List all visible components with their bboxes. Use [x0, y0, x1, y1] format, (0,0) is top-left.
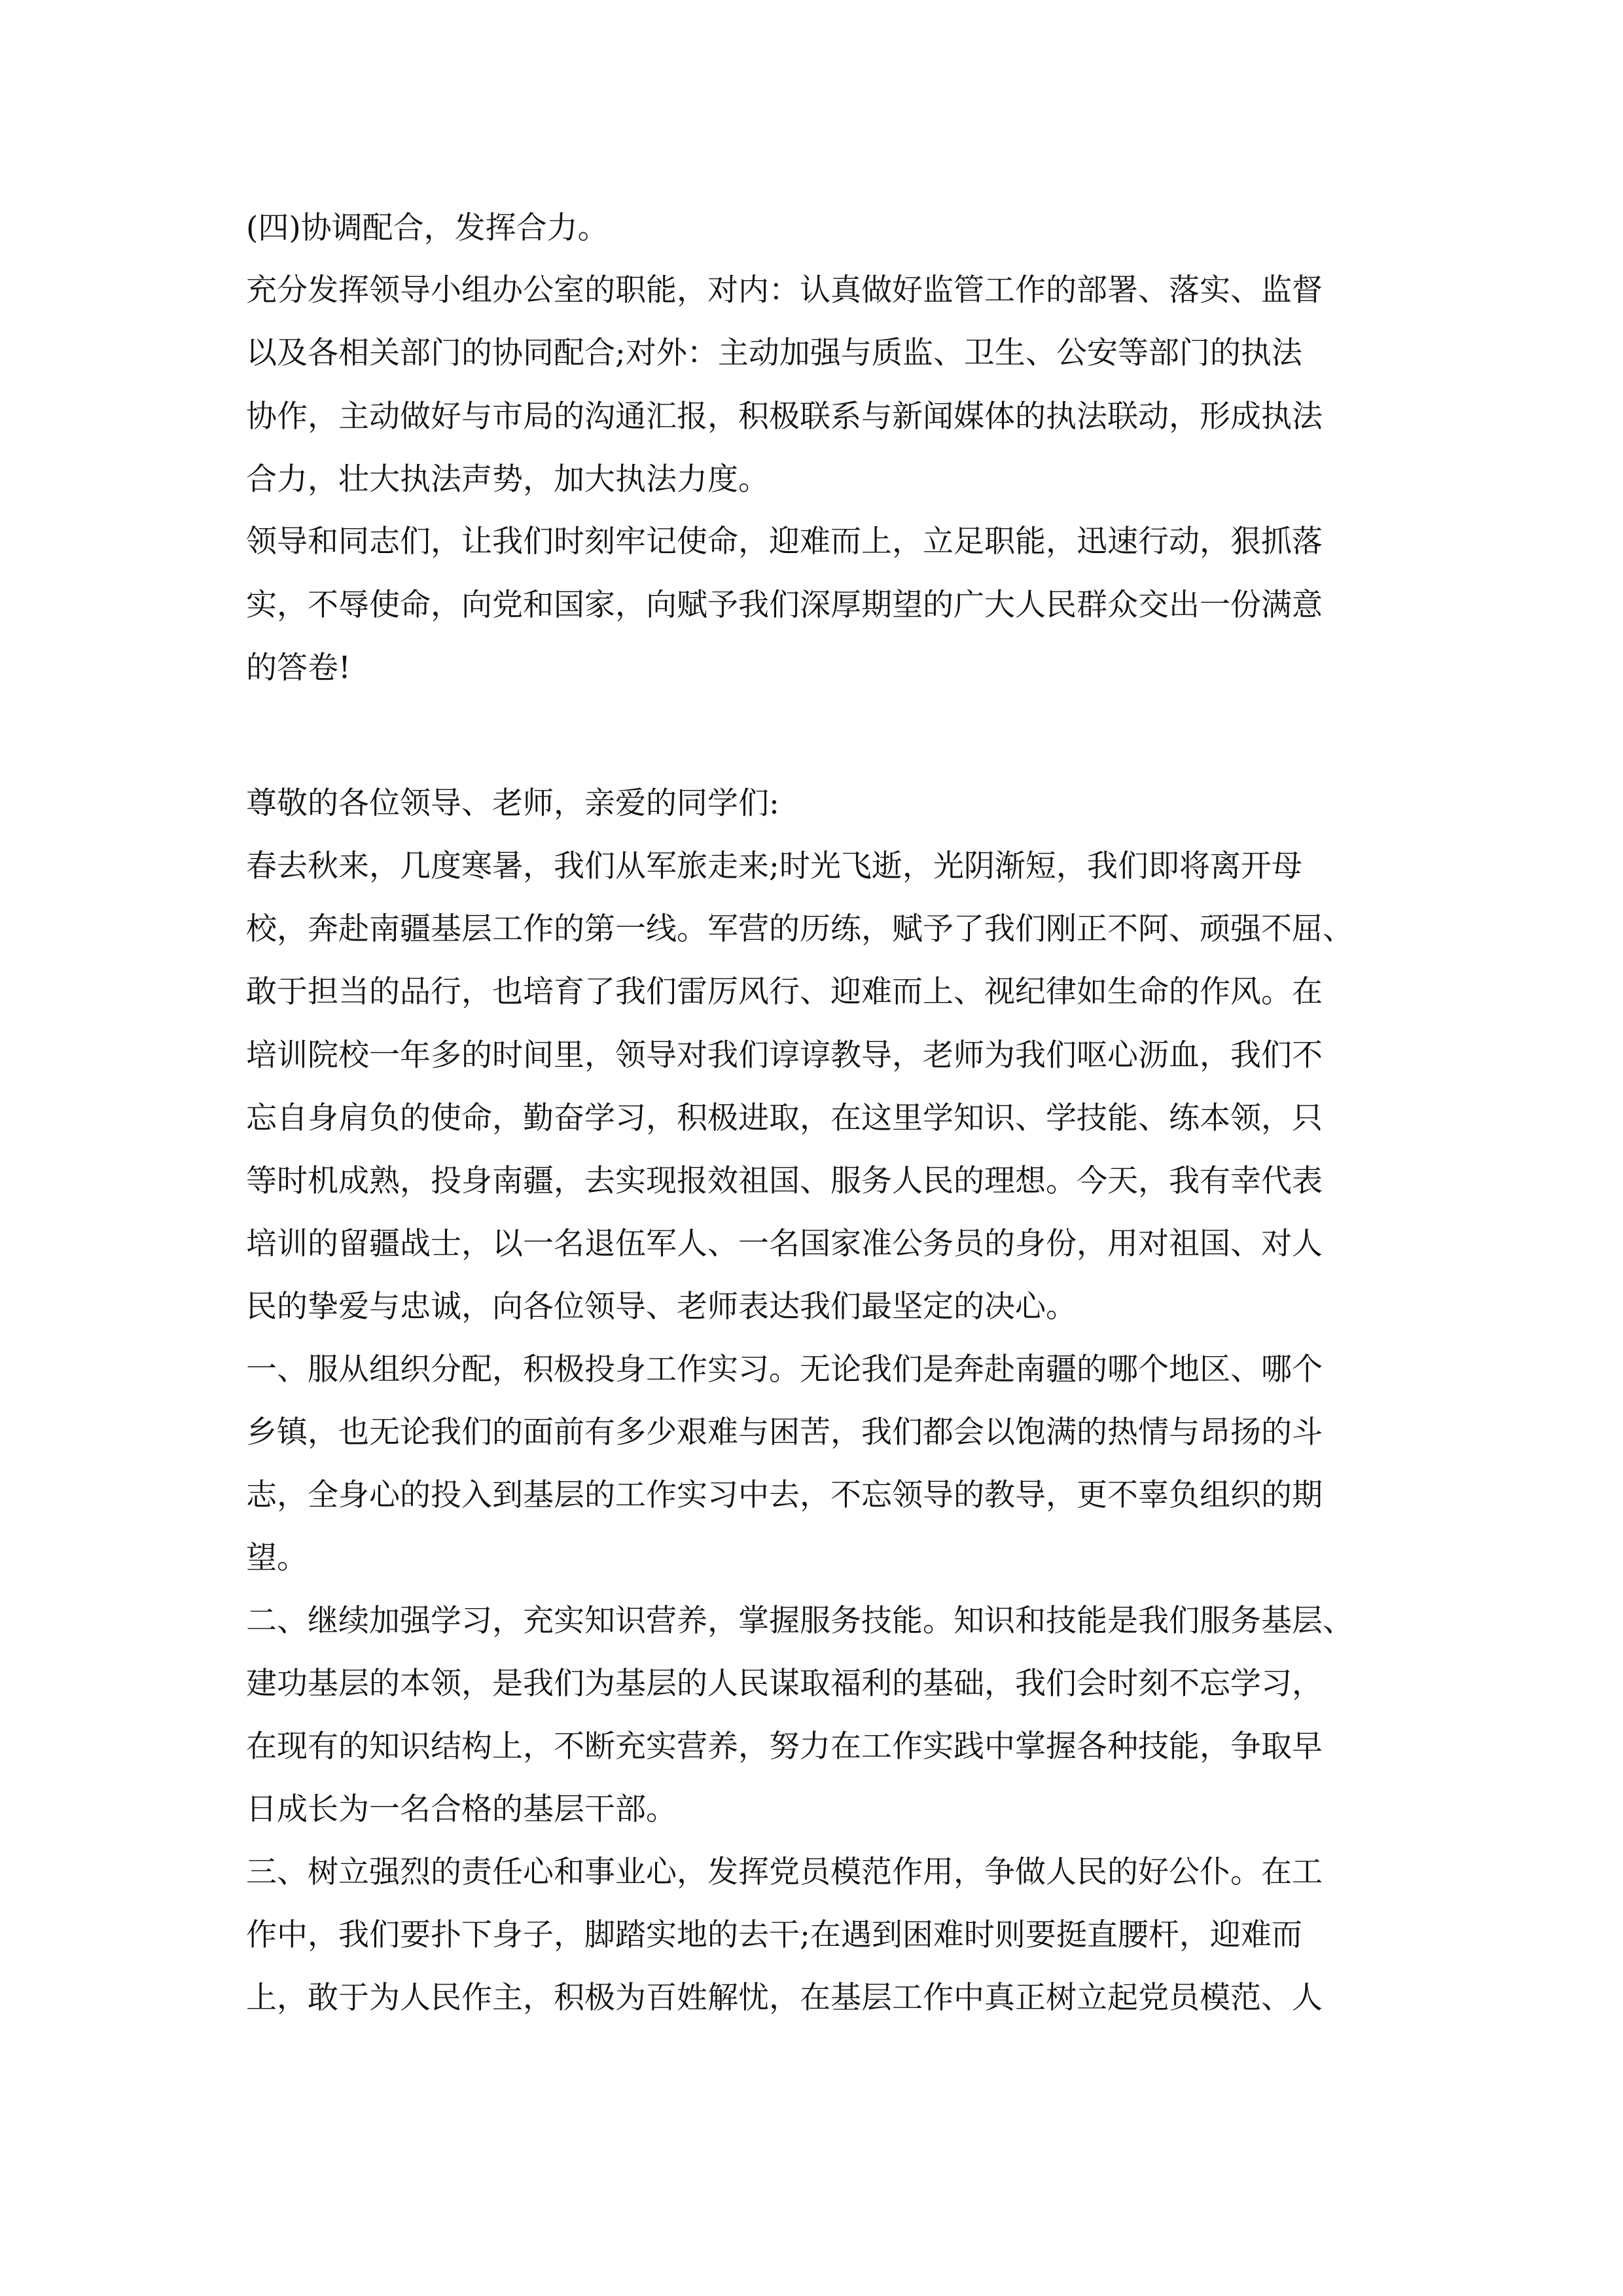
paragraph-line: 等时机成熟，投身南疆，去实现报效祖国、服务人民的理想。今天，我有幸代表 [246, 1163, 1323, 1199]
section-heading: (四)协调配合，发挥合力。 [246, 210, 609, 246]
paragraph-line: 培训的留疆战士，以一名退伍军人、一名国家准公务员的身份，用对祖国、对人 [246, 1226, 1323, 1262]
paragraph-line: 领导和同志们，让我们时刻牢记使命，迎难而上，立足职能，迅速行动，狠抓落 [246, 524, 1323, 560]
paragraph-line: 望。 [246, 1540, 308, 1576]
paragraph-line: 协作，主动做好与市局的沟通汇报，积极联系与新闻媒体的执法联动，形成执法 [246, 399, 1323, 435]
paragraph-line: 作中，我们要扑下身子，脚踏实地的去干;在遇到困难时则要挺直腰杆，迎难而 [246, 1917, 1302, 1953]
paragraph-line: 志，全身心的投入到基层的工作实习中去，不忘领导的教导，更不辜负组织的期 [246, 1477, 1323, 1513]
paragraph-line: 的答卷! [246, 650, 351, 686]
paragraph-line: 在现有的知识结构上，不断充实营养，努力在工作实践中掌握各种技能，争取早 [246, 1729, 1323, 1765]
paragraph-line: 春去秋来，几度寒暑，我们从军旅走来;时光飞逝，光阴渐短，我们即将离开母 [246, 848, 1302, 884]
paragraph-line: 忘自身肩负的使命，勤奋学习，积极进取，在这里学知识、学技能、练本领，只 [246, 1100, 1323, 1136]
paragraph-line: 充分发挥领导小组办公室的职能，对内：认真做好监管工作的部署、落实、监督 [246, 272, 1323, 308]
paragraph-line: 一、服从组织分配，积极投身工作实习。无论我们是奔赴南疆的哪个地区、哪个 [246, 1352, 1323, 1388]
paragraph-line: 培训院校一年多的时间里，领导对我们谆谆教导，老师为我们呕心沥血，我们不 [246, 1037, 1323, 1073]
paragraph-line: 上，敢于为人民作主，积极为百姓解忧，在基层工作中真正树立起党员模范、人 [246, 1980, 1323, 2016]
paragraph-line: 实，不辱使命，向党和国家，向赋予我们深厚期望的广大人民群众交出一份满意 [246, 587, 1323, 623]
paragraph-line: 以及各相关部门的协同配合;对外：主动加强与质监、卫生、公安等部门的执法 [246, 335, 1302, 371]
paragraph-line: 乡镇，也无论我们的面前有多少艰难与困苦，我们都会以饱满的热情与昂扬的斗 [246, 1414, 1323, 1450]
paragraph-line: 校，奔赴南疆基层工作的第一线。军营的历练，赋予了我们刚正不阿、顽强不屈、 [246, 911, 1353, 947]
salutation: 尊敬的各位领导、老师，亲爱的同学们: [246, 785, 779, 821]
paragraph-line: 三、树立强烈的责任心和事业心，发挥党员模范作用，争做人民的好公仆。在工 [246, 1854, 1323, 1890]
paragraph-line: 建功基层的本领，是我们为基层的人民谋取福利的基础，我们会时刻不忘学习， [246, 1666, 1323, 1702]
paragraph-line: 合力，壮大执法声势，加大执法力度。 [246, 461, 769, 497]
paragraph-line: 敢于担当的品行，也培育了我们雷厉风行、迎难而上、视纪律如生命的作风。在 [246, 974, 1323, 1010]
paragraph-line: 日成长为一名合格的基层干部。 [246, 1791, 677, 1827]
paragraph-line: 二、继续加强学习，充实知识营养，掌握服务技能。知识和技能是我们服务基层、 [246, 1603, 1353, 1639]
paragraph-line: 民的挚爱与忠诚，向各位领导、老师表达我们最坚定的决心。 [246, 1289, 1077, 1325]
